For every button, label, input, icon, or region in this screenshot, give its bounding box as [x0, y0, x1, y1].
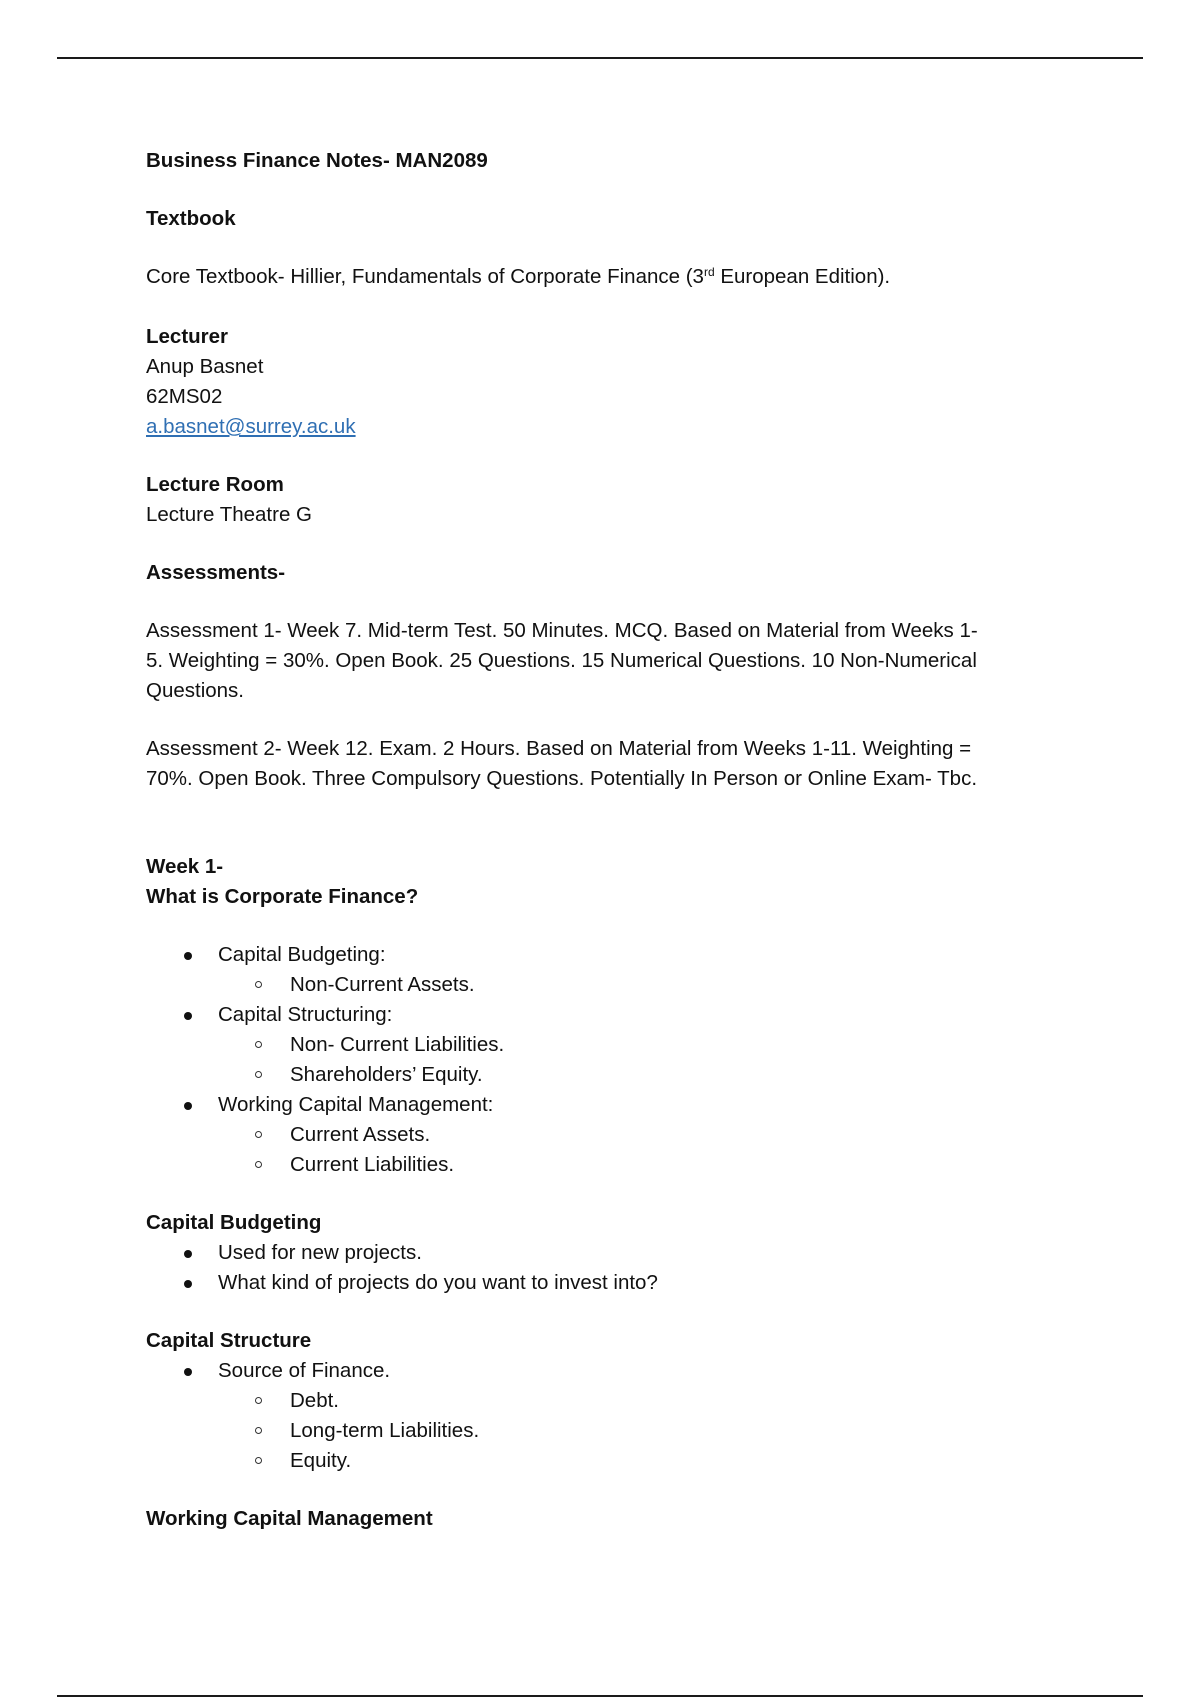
list-item: Non- Current Liabilities. [217, 1030, 1066, 1060]
hollow-bullet-icon [255, 1397, 262, 1404]
working-capital-heading: Working Capital Management [146, 1507, 433, 1530]
week1-heading: Week 1- [146, 855, 224, 878]
list-item: Equity. [217, 1446, 1066, 1476]
footer-rule [57, 1695, 1143, 1697]
assessment-line: 70%. Open Book. Three Compulsory Questions. Potentially In Person or Online Exam- Tbc. [146, 767, 978, 790]
list-item: Used for new projects. [146, 1238, 1066, 1268]
capital-structure-heading: Capital Structure [146, 1329, 312, 1352]
week1-bullet-list [146, 940, 1066, 1180]
list-item: Source of Finance. Debt. Long-term Liabilities. Equity. [146, 1356, 1066, 1476]
document-title: Business Finance Notes- MAN2089 [146, 149, 488, 172]
assessment-line: Assessment 2- Week 12. Exam. 2 Hours. Based on Material from Weeks 1-11. Weighting = [146, 737, 972, 760]
assessment-2 [146, 734, 1066, 794]
list-item: Current Assets. [217, 1120, 1066, 1150]
hollow-bullet-icon [255, 1131, 262, 1138]
capital-budgeting-heading: Capital Budgeting [146, 1211, 322, 1234]
capital-budgeting-list [146, 1238, 1066, 1298]
lecturer-heading: Lecturer [146, 325, 229, 348]
week1-subheading: What is Corporate Finance? [146, 885, 419, 908]
sub-list [218, 1030, 1066, 1090]
textbook-heading: Textbook [146, 207, 236, 230]
lecturer-room-code: 62MS02 [146, 385, 223, 408]
hollow-bullet-icon [255, 1457, 262, 1464]
bullet-icon [184, 1102, 192, 1110]
hollow-bullet-icon [255, 1071, 262, 1078]
list-item: Capital Budgeting: Non-Current Assets. [146, 940, 1066, 1000]
assessments-heading: Assessments- [146, 561, 286, 584]
bullet-icon [184, 1280, 192, 1288]
document-page [146, 146, 1066, 1534]
assessment-line: Assessment 1- Week 7. Mid-term Test. 50 Minutes. MCQ. Based on Material from Weeks 1- [146, 619, 978, 642]
lecturer-name: Anup Basnet [146, 355, 264, 378]
lecturer-email-link[interactable]: a.basnet@surrey.ac.uk [146, 415, 356, 438]
list-item: Non-Current Assets. [217, 970, 1066, 1000]
assessment-1 [146, 616, 1066, 706]
list-item: Working Capital Management: Current Assets. Current Liabilities. [146, 1090, 1066, 1180]
list-item: Capital Structuring: Non- Current Liabilities. Shareholders’ Equity. [146, 1000, 1066, 1090]
header-rule [57, 57, 1143, 59]
hollow-bullet-icon [255, 1161, 262, 1168]
sub-list [218, 1120, 1066, 1180]
bullet-icon [184, 1368, 192, 1376]
bullet-icon [184, 952, 192, 960]
bullet-icon [184, 1250, 192, 1258]
textbook-superscript: rd [703, 265, 715, 279]
hollow-bullet-icon [255, 1041, 262, 1048]
assessment-line: 5. Weighting = 30%. Open Book. 25 Questions. 15 Numerical Questions. 10 Non-Numerical [146, 649, 977, 672]
list-item: Current Liabilities. [217, 1150, 1066, 1180]
capital-structure-list [146, 1356, 1066, 1476]
lecture-room-value: Lecture Theatre G [146, 503, 312, 526]
sub-list [218, 970, 1066, 1000]
list-item: Long-term Liabilities. [217, 1416, 1066, 1446]
list-item: What kind of projects do you want to invest into? [146, 1268, 1066, 1298]
sub-list [218, 1386, 1066, 1476]
list-item: Shareholders’ Equity. [217, 1060, 1066, 1090]
hollow-bullet-icon [255, 1427, 262, 1434]
assessment-line: Questions. [146, 679, 244, 702]
list-item: Debt. [217, 1386, 1066, 1416]
bullet-icon [184, 1012, 192, 1020]
textbook-line: Core Textbook- Hillier, Fundamentals of Corporate Finance (3rd European Edition). [146, 265, 891, 288]
lecture-room-heading: Lecture Room [146, 473, 284, 496]
hollow-bullet-icon [255, 981, 262, 988]
